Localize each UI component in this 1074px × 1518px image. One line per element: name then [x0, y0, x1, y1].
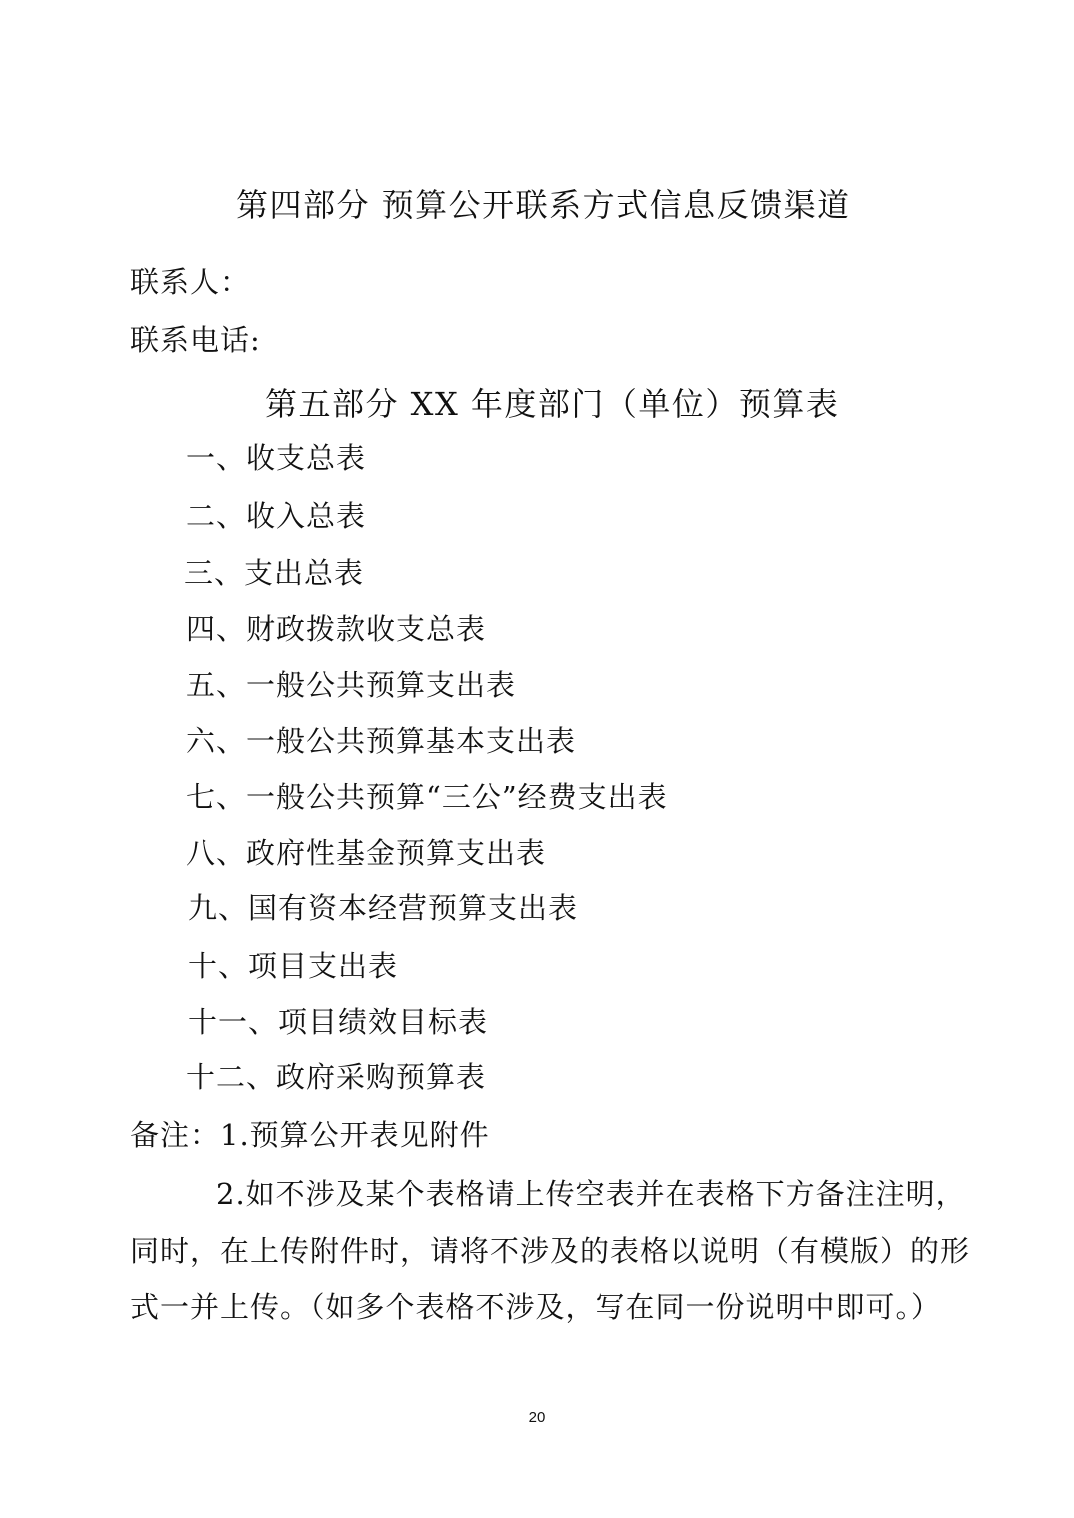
part4-heading: 第四部分 预算公开联系方式信息反馈渠道	[236, 186, 851, 224]
contact-phone-label: 联系电话:	[130, 323, 261, 357]
note-line-1: 备注：1.预算公开表见附件	[130, 1118, 490, 1152]
part5-heading: 第五部分 XX 年度部门（单位）预算表	[265, 385, 840, 423]
list-item: 五、一般公共预算支出表	[186, 668, 517, 702]
note-line-2: 2.如不涉及某个表格请上传空表并在表格下方备注注明，	[216, 1177, 966, 1211]
note-line-3: 同时，在上传附件时，请将不涉及的表格以说明（有模版）的形	[130, 1234, 971, 1268]
list-item: 一、收支总表	[186, 441, 367, 475]
list-item: 二、收入总表	[186, 499, 367, 533]
page-number: 20	[528, 1409, 546, 1426]
list-item: 六、一般公共预算基本支出表	[186, 724, 577, 758]
list-item: 十、项目支出表	[188, 949, 399, 983]
list-item: 十二、政府采购预算表	[186, 1060, 487, 1094]
list-item: 八、政府性基金预算支出表	[186, 836, 547, 870]
note-line-4: 式一并上传。（如多个表格不涉及，写在同一份说明中即可。）	[130, 1290, 942, 1324]
list-item: 七、一般公共预算“三公”经费支出表	[186, 780, 668, 814]
list-item: 三、支出总表	[184, 556, 365, 590]
list-item: 九、国有资本经营预算支出表	[188, 891, 579, 925]
contact-person-label: 联系人：	[130, 265, 251, 299]
list-item: 十一、项目绩效目标表	[188, 1005, 489, 1039]
list-item: 四、财政拨款收支总表	[186, 612, 487, 646]
